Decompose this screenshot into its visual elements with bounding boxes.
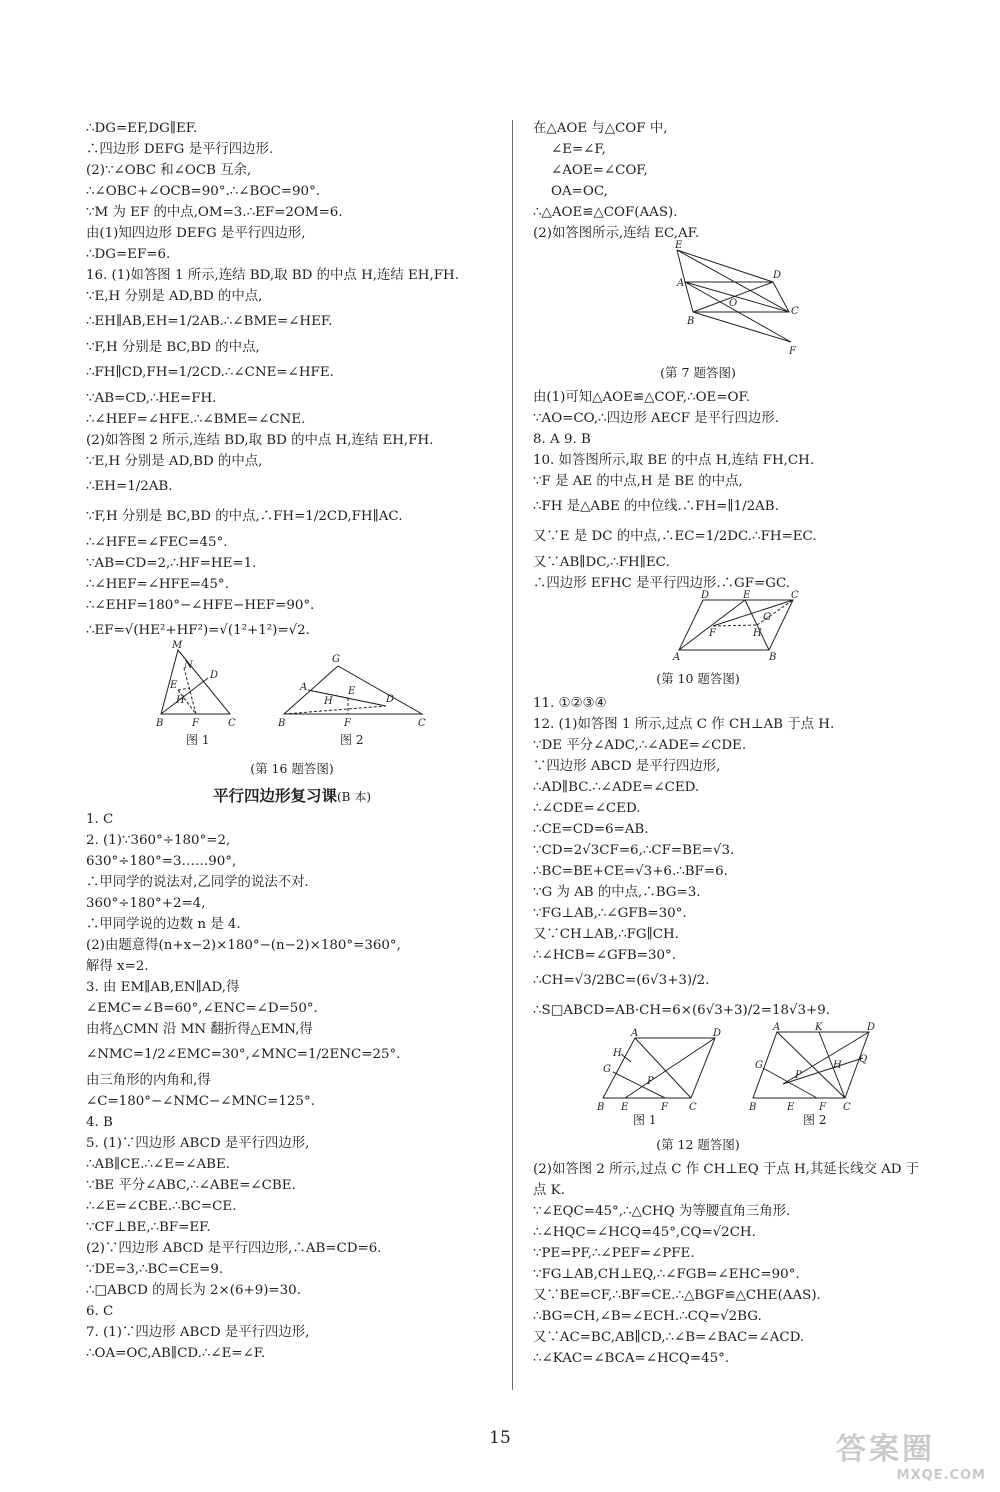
page-number: 15 xyxy=(489,1428,511,1448)
svg-text:C: C xyxy=(689,1102,697,1113)
text-line: ∵DE 平分∠ADC,∴∠ADE=∠CDE. xyxy=(533,738,747,753)
text-line: 2. (1)∵360°÷180°=2, xyxy=(86,833,231,848)
text-line: ∴∠OBC+∠OCB=90°.∴∠BOC=90°. xyxy=(86,184,321,199)
section-heading xyxy=(86,783,498,809)
svg-text:N: N xyxy=(184,660,193,671)
svg-text:B: B xyxy=(156,718,164,729)
svg-text:F: F xyxy=(709,628,716,639)
text-line: ∴AD∥BC.∴∠ADE=∠CED. xyxy=(533,780,700,795)
figure-q12-diagram-2 xyxy=(748,1022,875,1127)
text-line: ∴EH=1/2AB. xyxy=(86,479,173,494)
svg-text:C: C xyxy=(791,306,799,317)
text-line: ∠AOE=∠COF, xyxy=(551,163,648,178)
svg-text:D: D xyxy=(713,1028,722,1039)
text-line: 由三角形的内角和,得 xyxy=(86,1073,211,1088)
svg-text:A: A xyxy=(300,682,308,693)
left-lines-a xyxy=(86,118,498,646)
text-line: ∴OA=OC,AB∥CD.∴∠E=∠F. xyxy=(86,1346,266,1361)
svg-text:B: B xyxy=(278,718,286,729)
figure-q7-caption: (第 7 题答图) xyxy=(660,365,736,380)
text-line: ∵G 为 AB 的中点,∴BG=3. xyxy=(533,885,701,900)
text-line: 又∵CH⊥AB,∴FG∥CH. xyxy=(533,927,679,942)
text-line: 由将△CMN 沿 MN 翻折得△EMN,得 xyxy=(86,1022,313,1037)
svg-text:G: G xyxy=(763,612,771,623)
text-line: ∵AB=CD,∴HE=FH. xyxy=(86,391,217,406)
figure-q7-diagram xyxy=(533,240,863,357)
text-line: ∵AO=CO,∴四边形 AECF 是平行四边形. xyxy=(533,411,779,426)
svg-text:H: H xyxy=(613,1048,622,1059)
text-line: 由(1)知四边形 DEFG 是平行四边形, xyxy=(86,226,306,241)
figure-q12-caption: (第 12 题答图) xyxy=(656,1137,740,1152)
text-line: ∴甲同学的说法对,乙同学的说法不对. xyxy=(86,875,309,890)
text-line: (2)如答图 2 所示,连结 BD,取 BD 的中点 H,连结 EH,FH. xyxy=(86,433,434,448)
svg-text:P: P xyxy=(795,1070,802,1081)
svg-text:F: F xyxy=(789,346,796,357)
column-divider xyxy=(512,120,513,1390)
text-line: 4. B xyxy=(86,1115,113,1130)
svg-text:G: G xyxy=(755,1060,763,1071)
text-line: ∴DG=EF=6. xyxy=(86,247,171,262)
text-line: ∴∠HQC=∠HCQ=45°,CQ=√2CH. xyxy=(533,1225,756,1240)
text-line: ∴四边形 EFHC 是平行四边形.∴GF=GC. xyxy=(533,576,790,591)
figure-q10 xyxy=(533,590,863,689)
right-lines-b xyxy=(533,387,863,594)
text-line: OA=OC, xyxy=(551,184,608,199)
text-line: 在△AOE 与△COF 中, xyxy=(533,121,668,136)
text-line: ∠NMC=1/2∠EMC=30°,∠MNC=1/2ENC=25°. xyxy=(86,1047,401,1062)
svg-text:D: D xyxy=(773,270,782,281)
left-lines-b xyxy=(86,809,498,1364)
text-line: ∴∠E=∠CBE.∴BC=CE. xyxy=(86,1199,237,1214)
text-line: ∴∠HEF=∠HFE.∴∠BME=∠CNE. xyxy=(86,412,306,427)
text-line: ∴甲同学说的边数 n 是 4. xyxy=(86,917,241,932)
text-line: 1. C xyxy=(86,812,114,827)
text-line: ∵BE 平分∠ABC,∴∠ABE=∠CBE. xyxy=(86,1178,296,1193)
text-line: (2)∵四边形 ABCD 是平行四边形,∴AB=CD=6. xyxy=(86,1241,382,1256)
text-line: 解得 x=2. xyxy=(86,959,149,974)
text-line: ∴∠HFE=∠FEC=45°. xyxy=(86,535,228,550)
figure-q12-label-2: 图 2 xyxy=(803,1113,827,1127)
text-line: ∵F,H 分别是 BC,BD 的中点, xyxy=(86,340,260,355)
right-lines-a xyxy=(533,118,863,244)
svg-text:M: M xyxy=(172,640,183,651)
right-lines-c xyxy=(533,693,863,1026)
text-line: ∵PE=PF,∴∠PEF=∠PFE. xyxy=(533,1246,695,1261)
svg-text:D: D xyxy=(867,1022,876,1033)
text-line: (2)由题意得(n+x−2)×180°−(n−2)×180°=360°, xyxy=(86,938,401,953)
text-line: ∵M 为 EF 的中点,OM=3.∴EF=2OM=6. xyxy=(86,205,343,220)
text-line: ∵FG⊥AB,∴∠GFB=30°. xyxy=(533,906,687,921)
svg-text:E: E xyxy=(743,590,751,601)
svg-text:A: A xyxy=(673,652,681,663)
svg-text:H: H xyxy=(833,1060,842,1071)
text-line: ∠E=∠F, xyxy=(551,142,606,157)
watermark-line-2: MXQE.COM xyxy=(896,1468,986,1483)
figure-q16-caption: (第 16 题答图) xyxy=(250,761,334,776)
text-line: ∴∠EHF=180°−∠HFE−HEF=90°. xyxy=(86,598,315,613)
text-line: 360°÷180°+2=4, xyxy=(86,896,206,911)
figure-q16-label-1: 图 1 xyxy=(186,733,210,747)
watermark-line-1: 答案圈 xyxy=(836,1432,935,1467)
svg-text:G: G xyxy=(603,1064,611,1075)
text-line: 12. (1)如答图 1 所示,过点 C 作 CH⊥AB 于点 H. xyxy=(533,717,835,732)
text-line: 又∵BE=CF,∴BF=CE.∴△BGF≌△CHE(AAS). xyxy=(533,1288,821,1303)
svg-text:B: B xyxy=(597,1102,605,1113)
svg-text:D: D xyxy=(210,670,219,681)
text-line: 7. (1)∵四边形 ABCD 是平行四边形, xyxy=(86,1325,310,1340)
figure-q16-diagram-1 xyxy=(155,640,236,729)
svg-text:B: B xyxy=(687,316,695,327)
text-line: ∴DG=EF,DG∥EF. xyxy=(86,121,198,136)
text-line: 又∵AC=BC,AB∥CD,∴∠B=∠BAC=∠ACD. xyxy=(533,1330,805,1345)
left-column xyxy=(86,118,498,1364)
svg-text:D: D xyxy=(701,590,710,601)
svg-text:H: H xyxy=(176,695,185,706)
text-line: (2)∵∠OBC 和∠OCB 互余, xyxy=(86,163,252,178)
text-line: ∴EF=√(HE²+HF²)=√(1²+1²)=√2. xyxy=(86,623,310,638)
text-line: ∴CH=√3/2BC=(6√3+3)/2. xyxy=(533,973,710,988)
text-line: ∵F,H 分别是 BC,BD 的中点,∴FH=1/2CD,FH∥AC. xyxy=(86,509,403,524)
right-lines-d xyxy=(533,1159,920,1369)
svg-text:E: E xyxy=(348,686,356,697)
text-line: ∵DE=3,∴BC=CE=9. xyxy=(86,1262,224,1277)
figure-q16-diagrams xyxy=(86,640,498,752)
section-title: 平行四边形复习课 xyxy=(212,786,337,805)
svg-text:H: H xyxy=(753,628,762,639)
figure-q10-caption: (第 10 题答图) xyxy=(656,671,740,686)
figure-q12-diagrams xyxy=(533,1022,876,1128)
svg-text:E: E xyxy=(170,680,178,691)
svg-text:C: C xyxy=(418,718,426,729)
text-line: ∵F 是 AE 的中点,H 是 BE 的中点, xyxy=(533,474,743,489)
text-line: ∠C=180°−∠NMC−∠MNC=125°. xyxy=(86,1094,315,1109)
text-line: ∵CF⊥BE,∴BF=EF. xyxy=(86,1220,211,1235)
svg-text:F: F xyxy=(661,1102,668,1113)
text-line: 8. A 9. B xyxy=(533,432,591,447)
text-line: 由(1)可知△AOE≌△COF,∴OE=OF. xyxy=(533,390,750,405)
svg-text:C: C xyxy=(228,718,236,729)
svg-text:P: P xyxy=(647,1076,654,1087)
text-line: ∴四边形 DEFG 是平行四边形. xyxy=(86,142,274,157)
text-line: ∴S□ABCD=AB·CH=6×(6√3+3)/2=18√3+9. xyxy=(533,1003,831,1018)
text-line: ∴EH∥AB,EH=1/2AB.∴∠BME=∠HEF. xyxy=(86,314,333,329)
text-line: ∴∠HEF=∠HFE=45°. xyxy=(86,577,229,592)
svg-text:G: G xyxy=(332,654,340,665)
svg-text:C: C xyxy=(843,1102,851,1113)
svg-text:H: H xyxy=(324,696,333,707)
text-line: ∴BG=CH,∠B=∠ECH.∴CQ=√2BG. xyxy=(533,1309,762,1324)
svg-text:C: C xyxy=(791,590,799,601)
text-line: ∴CE=CD=6=AB. xyxy=(533,822,649,837)
figure-q16-label-2: 图 2 xyxy=(340,733,364,747)
text-line: (2)如答图 2 所示,过点 C 作 CH⊥EQ 于点 H,其延长线交 AD 于 xyxy=(533,1162,920,1177)
text-line: ∴∠HCB=∠GFB=30°. xyxy=(533,948,676,963)
section-subtitle: (B 本) xyxy=(337,790,371,804)
text-line: 10. 如答图所示,取 BE 的中点 H,连结 FH,CH. xyxy=(533,453,815,468)
text-line: ∴BC=BE+CE=√3+6.∴BF=6. xyxy=(533,864,728,879)
text-line: ∴FH∥CD,FH=1/2CD.∴∠CNE=∠HFE. xyxy=(86,365,334,380)
text-line: ∴AB∥CE.∴∠E=∠ABE. xyxy=(86,1157,230,1172)
figure-q12-label-1: 图 1 xyxy=(633,1113,657,1127)
svg-text:F: F xyxy=(344,718,351,729)
figure-q12-diagram-1 xyxy=(596,1028,721,1127)
figure-q16 xyxy=(86,640,498,779)
text-line: ∵∠EQC=45°,∴△CHQ 为等腰直角三角形. xyxy=(533,1204,791,1219)
svg-text:Q: Q xyxy=(859,1054,868,1065)
figure-q10-diagram xyxy=(533,590,863,663)
text-line: ∴∠CDE=∠CED. xyxy=(533,801,641,816)
text-line: ∵四边形 ABCD 是平行四边形, xyxy=(533,759,721,774)
text-line: ∵FG⊥AB,CH⊥EQ,∴∠FGB=∠EHC=90°. xyxy=(533,1267,800,1282)
text-line: 点 K. xyxy=(533,1183,565,1198)
text-line: ∴△AOE≌△COF(AAS). xyxy=(533,205,678,220)
text-line: ∠EMC=∠B=60°,∠ENC=∠D=50°. xyxy=(86,1001,318,1016)
svg-text:O: O xyxy=(729,298,738,309)
figure-q16-diagram-2 xyxy=(277,654,426,729)
text-line: (2)如答图所示,连结 EC,AF. xyxy=(533,226,700,241)
watermark xyxy=(836,1424,986,1483)
figure-q7 xyxy=(533,240,863,383)
text-line: ∴FH 是△ABE 的中位线.∴FH=∥1/2AB. xyxy=(533,499,779,514)
figure-q12 xyxy=(533,1022,876,1155)
svg-text:F: F xyxy=(819,1102,826,1113)
svg-text:E: E xyxy=(621,1102,629,1113)
text-line: ∴∠KAC=∠BCA=∠HCQ=45°. xyxy=(533,1351,730,1366)
svg-text:A: A xyxy=(773,1022,781,1033)
svg-text:A: A xyxy=(631,1028,639,1039)
text-line: 6. C xyxy=(86,1304,114,1319)
svg-text:E: E xyxy=(675,240,683,251)
text-line: ∵E,H 分别是 AD,BD 的中点, xyxy=(86,289,263,304)
svg-text:E: E xyxy=(787,1102,795,1113)
text-line: 16. (1)如答图 1 所示,连结 BD,取 BD 的中点 H,连结 EH,FH. xyxy=(86,268,459,283)
svg-text:B: B xyxy=(749,1102,757,1113)
svg-text:F: F xyxy=(192,718,199,729)
svg-text:K: K xyxy=(815,1022,823,1033)
text-line: ∵CD=2√3CF=6,∴CF=BE=√3. xyxy=(533,843,735,858)
text-line: ∵AB=CD=2,∴HF=HE=1. xyxy=(86,556,257,571)
right-column xyxy=(533,118,920,1369)
text-line: 又∵E 是 DC 的中点,∴EC=1/2DC.∴FH=EC. xyxy=(533,529,817,544)
text-line: 11. ①②③④ xyxy=(533,696,607,711)
svg-text:A: A xyxy=(677,278,685,289)
text-line: ∵E,H 分别是 AD,BD 的中点, xyxy=(86,454,263,469)
text-line: 又∵AB∥DC,∴FH∥EC. xyxy=(533,555,670,570)
text-line: 3. 由 EM∥AB,EN∥AD,得 xyxy=(86,980,240,995)
svg-text:D: D xyxy=(386,694,395,705)
text-line: ∴□ABCD 的周长为 2×(6+9)=30. xyxy=(86,1283,301,1298)
text-line: 630°÷180°=3……90°, xyxy=(86,854,237,869)
svg-text:B: B xyxy=(769,652,777,663)
text-line: 5. (1)∵四边形 ABCD 是平行四边形, xyxy=(86,1136,310,1151)
